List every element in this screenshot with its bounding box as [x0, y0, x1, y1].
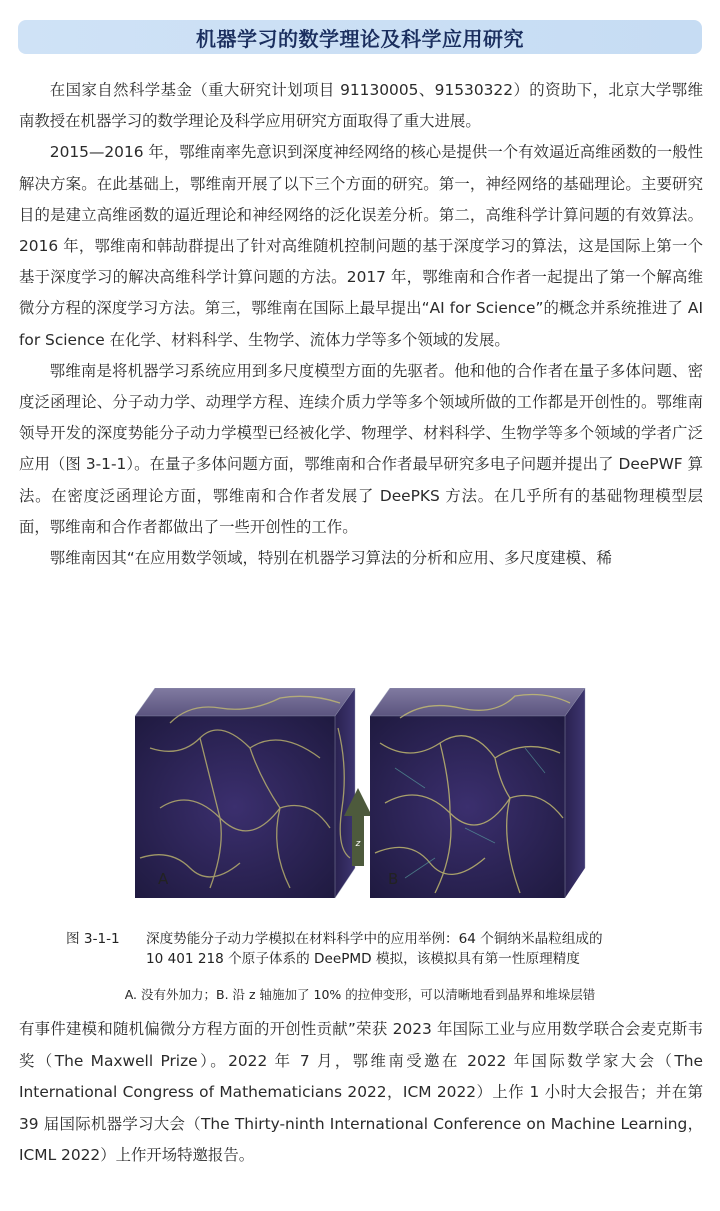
body-text: [19, 75, 703, 574]
continuation-text: [19, 1014, 703, 1172]
figure-3-1-1: [130, 688, 590, 900]
caption-line-2: 10 401 218 个原子体系的 DeePMD 模拟，该模拟具有第一性原理精度: [146, 951, 580, 967]
paragraph-3: 鄂维南是将机器学习系统应用到多尺度模型方面的先驱者。他和他的合作者在量子多体问题、密度泛函理论、分子动力学、动理学方程、连续介质力学等多个领域所做的工作都是开创性的。鄂维南领导开发的深度势能分子动力学模型已经被化学、物理学、材料科学、生物学等多个领域的学者广泛应用（图 3-1-1）。在量子多体问题方面，鄂维南和合作者最早研究多电子问题并提出了 DeePWF 算法。在密度泛函理论方面，鄂维南和合作者发展了 DeePKS 方法。在几乎所有的基础物理模型层面，鄂维南和合作者都做出了一些开创性的工作。: [19, 361, 703, 536]
paragraph-4: 鄂维南因其“在应用数学领域，特别在机器学习算法的分析和应用、多尺度建模、稀: [49, 549, 612, 568]
page-title: 机器学习的数学理论及科学应用研究: [196, 26, 524, 51]
caption-number: 图 3-1-1: [66, 931, 120, 947]
caption-line-1: 深度势能分子动力学模拟在材料科学中的应用举例：64 个铜纳米晶粒组成的: [146, 931, 603, 947]
figure-subcaption: A. 没有外加力；B. 沿 z 轴施加了 10% 的拉伸变形，可以清晰地看到晶界和堆垛层错: [124, 987, 596, 1002]
title-banner: [18, 20, 702, 54]
z-axis-label: z: [355, 839, 361, 849]
simulation-illustration: [130, 688, 590, 900]
figure-label-a: A: [158, 870, 169, 888]
figure-label-b: B: [388, 870, 399, 888]
figure-caption: [66, 929, 666, 969]
paragraph-continuation: 有事件建模和随机偏微分方程方面的开创性贡献”荣获 2023 年国际工业与应用数学联合会麦克斯韦奖（The Maxwell Prize）。2022 年 7 月，鄂维南受邀在 2022 年国际数学家大会（The International Congress of Mathematicians 2022，ICM 2022）上作 1 小时大会报告；并在第 39 届国际机器学习大会（The Thirty-ninth International Conference on Machine Learning，ICML 2022）上作开场特邀报告。: [19, 1020, 703, 1165]
paragraph-2: 2015—2016 年，鄂维南率先意识到深度神经网络的核心是提供一个有效逼近高维函数的一般性解决方案。在此基础上，鄂维南开展了以下三个方面的研究。第一，神经网络的基础理论。主要研究目的是建立高维函数的逼近理论和神经网络的泛化误差分析。第二，高维科学计算问题的有效算法。2016 年，鄂维南和韩劼群提出了针对高维随机控制问题的基于深度学习的算法，这是国际上第一个基于深度学习的解决高维科学计算问题的方法。2017 年，鄂维南和合作者一起提出了第一个解高维微分方程的深度学习方法。第三，鄂维南在国际上最早提出“AI for Science”的概念并系统推进了 AI for Science 在化学、材料科学、生物学、流体力学等多个领域的发展。: [19, 143, 703, 349]
paragraph-1: 在国家自然科学基金（重大研究计划项目 91130005、91530322）的资助下，北京大学鄂维南教授在机器学习的数学理论及科学应用研究方面取得了重大进展。: [19, 81, 703, 131]
cube-b: [370, 688, 585, 898]
cube-a: [135, 688, 355, 898]
